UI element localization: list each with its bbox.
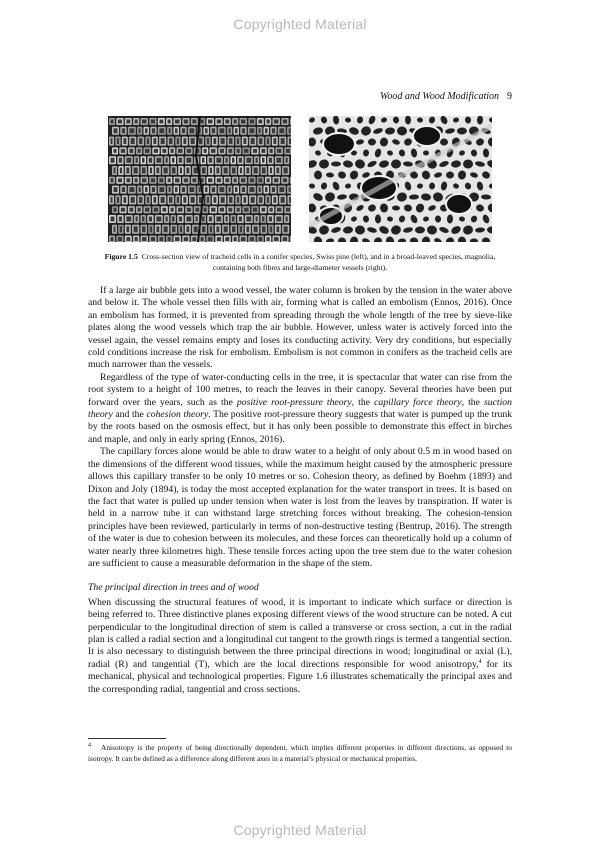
page-number: 9 <box>507 91 512 102</box>
watermark-bottom: Copyrighted Material <box>233 822 367 838</box>
figure-caption <box>88 251 512 273</box>
footnote-rule <box>88 738 166 739</box>
paragraph-theories: Regardless of the type of water-conducting cells in the tree, it is spectacular that water can rise from the root system to a height of 100 metres, to reach the leaves in their canopy. Several theories have been put forward over the years, such as the positive root-pressure theory, the capillary force theory, the suction theory and the cohesion theory. The positive root-pressure theory suggests that water is pumped up the trunk by the roots based on the osmosis effect, but it has only been possible to demonstrate this effect in birches and maple, and only in early spring (Ennos, 2016). <box>88 371 513 445</box>
watermark-top: Copyrighted Material <box>233 16 367 32</box>
footnote-text: Anisotropy is the property of being directionally dependent, which implies different properties in different directions, as opposed to isotropy. It can be defined as a difference along different axes in a material’s physical or mechanical properties. <box>88 743 512 763</box>
footnote-ref: 4 <box>478 658 482 665</box>
body-text <box>88 285 512 696</box>
paragraph-embolism: If a large air bubble gets into a wood vessel, the water column is broken by the tension in the water above and below it. The whole vessel then fills with air, forming what is called an embolism (Ennos, 2016). Once an embolism has formed, it is prevented from spreading through the whole length of the tree by sieve-like plates along the wood vessels which trap the air bubble. However, unless water is actively forced into the vessel again, the vessel remains empty and loses its conducting activity. Very dry conditions, but especially cold conditions increase the risk for embolism. Embolism is not common in conifers as the tracheid cells are much narrower than the vessels. <box>88 285 512 371</box>
figure-label: Figure 1.5 <box>104 252 138 261</box>
running-head-title: Wood and Wood Modification <box>380 91 499 102</box>
paragraph-cohesion: The capillary forces alone would be able to draw water to a height of only about 0.5 m in wood based on the dimensions of the different wood tissues, while the maximum height caused by the atmospheric pressure allows this capillary transfer to be only 10 metres or so. Cohesion theory, as defined by Boehm (1893) and Dixon and Joly (1894), is today the most accepted explanation for the water transport in trees. It is based on the fact that water is pulled up under tension when water is lost from the leaves by transpiration. If water is held in a narrow tube it can withstand large stretching forces without breaking. The cohesion-tension principles have been reviewed, particularly in terms of non-destructive testing (Bentrup, 2016). The strength of the water is due to cohesion between its molecules, and these forces can theoretically hold up a column of water nearly three kilometres high. These tensile forces acting upon the tree stem due to the water cohesion are sufficient to cause a measurable deformation in the shape of the stem. <box>88 446 512 569</box>
paragraph-directions: When discussing the structural features of wood, it is important to indicate which surface or direction is being referred to. Three distinctive planes exposing different views of the wood structure can be noted. A cut perpendicular to the longitudinal direction of stem is called a transverse or cross section, a cut in the radial plan is called a radial section and a longitudinal cut tangent to the growth rings is termed a tangential section. It is also necessary to distinguish between the three principal directions in wood; longitudinal or axial (L), radial (R) and tangential (T), which are the local directions responsible for wood anisotropy,$^4$ for its mechanical, physical and technological properties. Figure 1.6 illustrates schematically the principal axes and the corresponding radial, tangential and cross sections. <box>88 596 512 695</box>
footnote-marker: 4 <box>88 742 91 749</box>
micrograph-magnolia <box>309 116 492 242</box>
running-head <box>380 91 512 102</box>
section-heading: The principal direction in trees and of wood <box>88 582 259 594</box>
micrograph-swiss-pine <box>108 116 291 242</box>
figure-caption-text: Cross-section view of tracheid cells in a conifer species, Swiss pine (left), and in a broad-leaved species, magnolia, containing both fibres and large-diameter vessels (right). <box>141 252 496 272</box>
footnote <box>88 742 512 764</box>
figure-1-5 <box>108 116 492 242</box>
